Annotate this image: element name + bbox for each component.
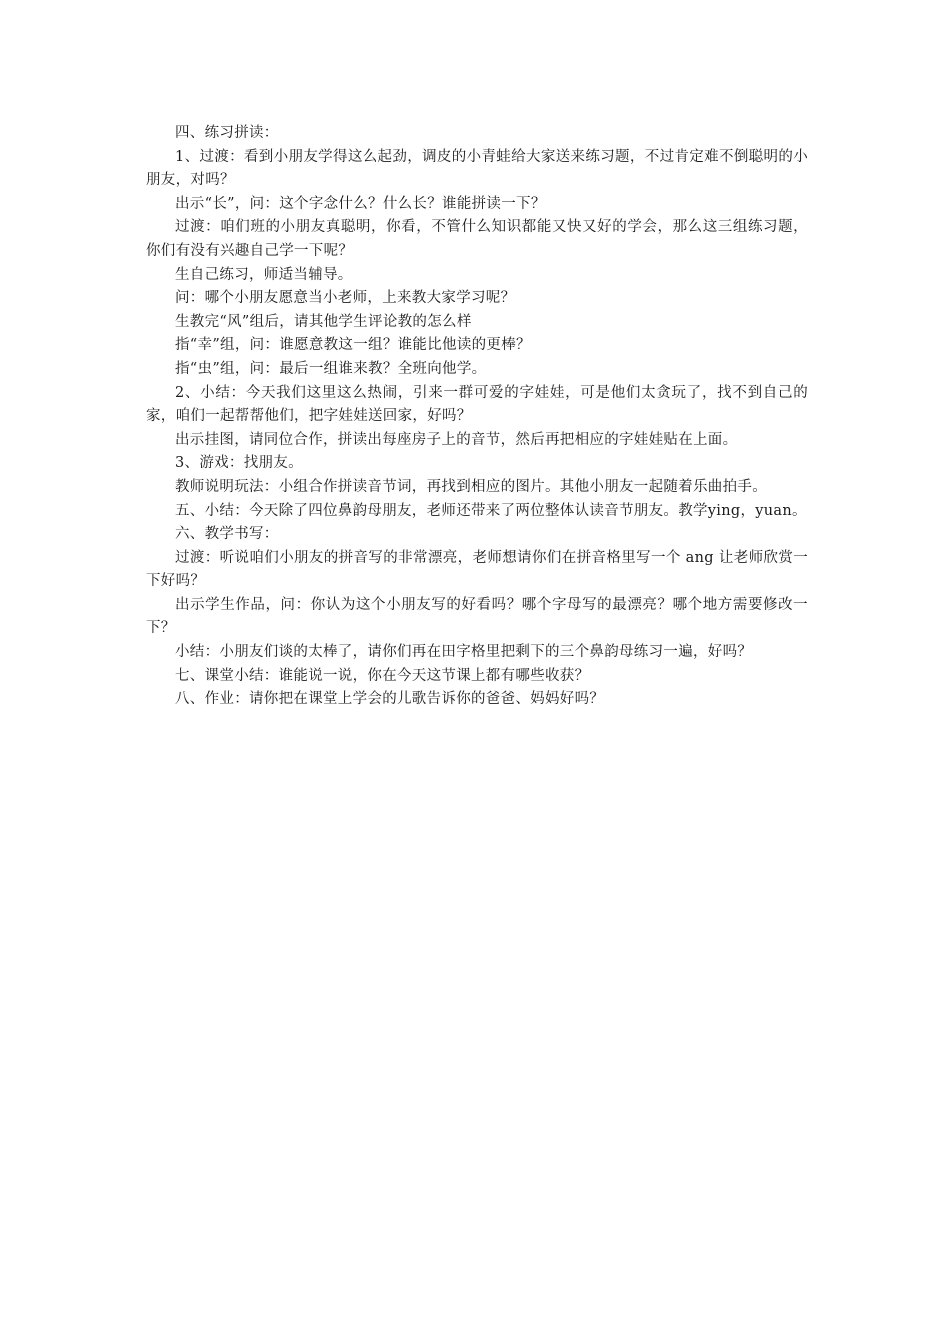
section-heading-practice: 四、练习拼读： (175, 125, 279, 141)
paragraph: 出示“长”，问：这个字念什么？什么长？谁能拼读一下？ (175, 195, 546, 212)
paragraph: 出示挂图，请同位合作，拼读出每座房子上的音节，然后再把相应的字娃娃贴在上面。 (175, 431, 738, 448)
paragraph: 小结：小朋友们谈的太棒了，请你们再在田字格里把剩下的三个鼻韵母练习一遍，好吗？ (175, 644, 753, 661)
paragraph: 指“幸”组，问：谁愿意教这一组？谁能比他读的更棒？ (175, 337, 531, 354)
paragraph: 1、过渡：看到小朋友学得这么起劲，调皮的小青蛙给大家送来练习题，不过肯定难不倒聪明的小朋友，对吗？ (146, 148, 808, 189)
paragraph: 问：哪个小朋友愿意当小老师，上来教大家学习呢？ (175, 290, 516, 307)
paragraph: 生自己练习，师适当辅导。 (175, 266, 353, 283)
section-heading-summary: 五、小结：今天除了四位鼻韵母朋友，老师还带来了两位整体认读音节朋友。教学ying，yuan。 (175, 502, 807, 519)
section-heading-class-summary: 七、课堂小结：谁能说一说，你在今天这节课上都有哪些收获？ (175, 667, 590, 684)
paragraph: 出示学生作品，问：你认为这个小朋友写的好看吗？哪个字母写的最漂亮？哪个地方需要修改一下？ (146, 596, 808, 637)
paragraph: 指“虫”组，问：最后一组谁来教？全班向他学。 (175, 360, 487, 377)
paragraph: 过渡：听说咱们小朋友的拼音写的非常漂亮，老师想请你们在拼音格里写一个 ang 让老师欣赏一下好吗？ (146, 549, 808, 590)
document-body (146, 122, 808, 712)
paragraph: 3、游戏：找朋友。 (175, 455, 303, 472)
paragraph: 过渡：咱们班的小朋友真聪明，你看，不管什么知识都能又快又好的学会，那么这三组练习题，你们有没有兴趣自己学一下呢？ (146, 219, 808, 259)
section-heading-homework: 八、作业：请你把在课堂上学会的儿歌告诉你的爸爸、妈妈好吗？ (175, 691, 605, 708)
paragraph: 2、小结：今天我们这里这么热闹，引来一群可爱的字娃娃，可是他们太贪玩了，找不到自己的家，咱们一起帮帮他们，把字娃娃送回家，好吗？ (146, 384, 808, 425)
section-heading-writing: 六、教学书写： (175, 526, 279, 543)
paragraph: 生教完“风”组后，请其他学生评论教的怎么样 (175, 313, 472, 330)
paragraph: 教师说明玩法：小组合作拼读音节词，再找到相应的图片。其他小朋友一起随着乐曲拍手。 (175, 478, 767, 495)
